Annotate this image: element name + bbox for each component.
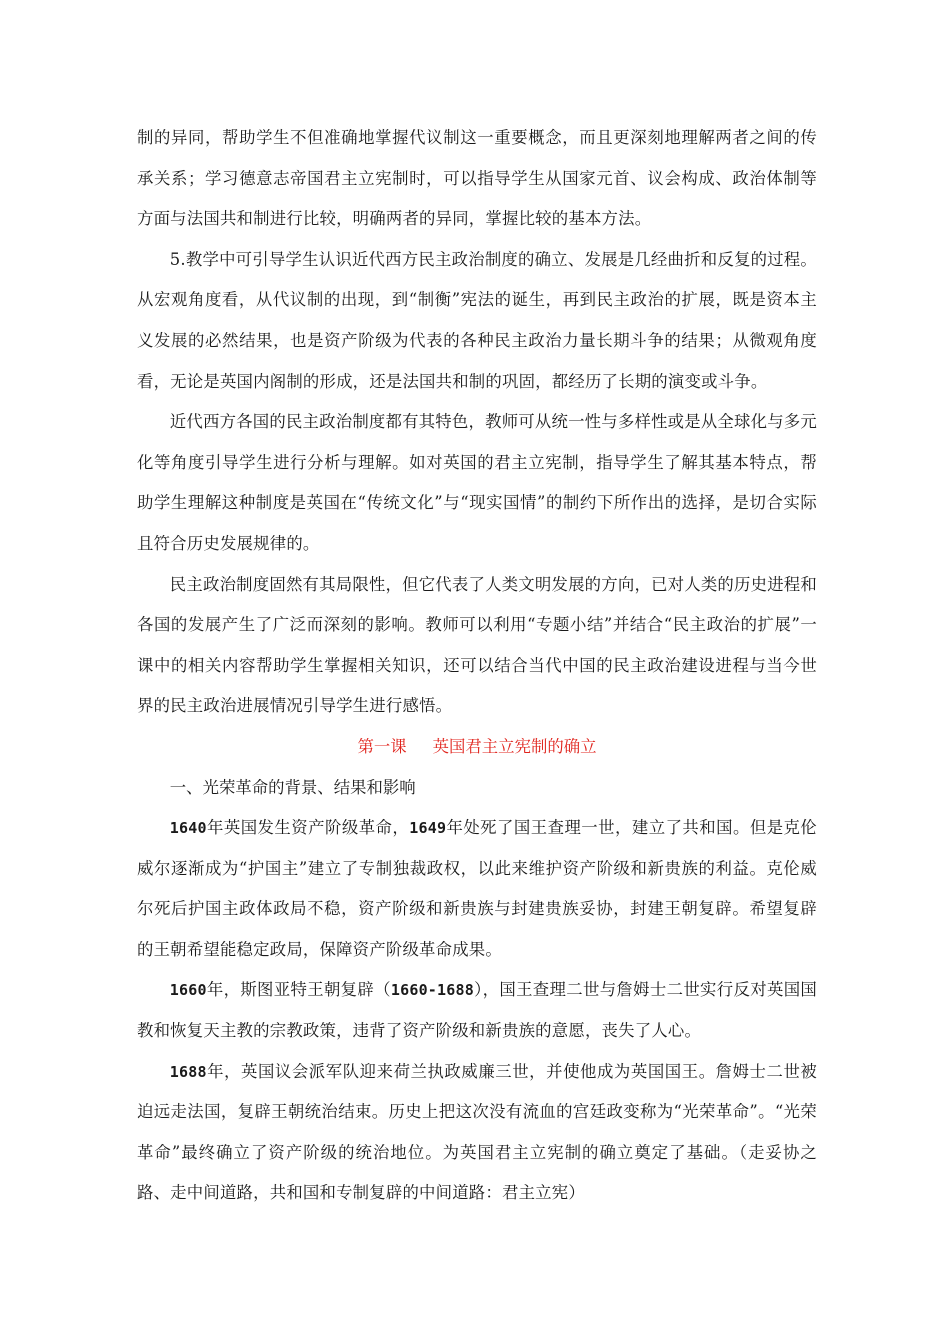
lesson-number: 第一课 — [357, 736, 407, 756]
paragraph-democracy-features: 近代西方各国的民主政治制度都有其特色，教师可从统一性与多样性或是从全球化与多元化等角度引导学生进行分析与理解。如对英国的君主立宪制，指导学生了解其基本特点，帮助学生理解这种制度是英国在“传统文化”与“现实国情”的制约下所作出的选择，是切合实际且符合历史发展规律的。 — [137, 412, 817, 553]
section-heading: 一、光荣革命的背景、结果和影响 — [169, 777, 416, 797]
year-1688: 1688 — [169, 1062, 207, 1081]
year-1649: 1649 — [409, 819, 447, 838]
paragraph-1660-restoration: 1660年，斯图亚特王朝复辟（1660-1688），国王查理二世与詹姆士二世实行反对英国国教和恢复天主教的宗教政策，违背了资产阶级和新贵族的意愿，丧失了人心。 — [137, 980, 818, 1041]
paragraph-democracy-development: 5.教学中可引导学生认识近代西方民主政治制度的确立、发展是几经曲折和反复的过程。从宏观角度看，从代议制的出现，到“制衡”宪法的诞生，再到民主政治的扩展，既是资本主义发展的必然结果，也是资产阶级为代表的各种民主政治力量长期斗争的结果；从微观角度看，无论是英国内阁制的形成，还是法国共和制的巩固，都经历了长期的演变或斗争。 — [137, 249, 817, 391]
paragraph-1688-glorious-revolution: 1688年，英国议会派军队迎来荷兰执政威廉三世，并使他成为英国国王。詹姆士二世被迫远走法国，复辟王朝统治结束。历史上把这次没有流血的宫廷政变称为“光荣革命”。“光荣革命”最终确立了资产阶级的统治地位。为英国君主立宪制的确立奠定了基础。（走妥协之路、走中间道路，共和国和专制复辟的中间道路：君主立宪） — [137, 1061, 817, 1203]
document-page — [137, 118, 817, 1214]
lesson-heading — [137, 727, 817, 768]
year-1640: 1640 — [169, 819, 207, 838]
year-1660: 1660 — [169, 981, 207, 1000]
paragraph-comparison-method: 制的异同，帮助学生不但准确地掌握代议制这一重要概念，而且更深刻地理解两者之间的传承关系；学习德意志帝国君主立宪制时，可以指导学生从国家元首、议会构成、政治体制等方面与法国共和制进行比较，明确两者的异同，掌握比较的基本方法。 — [137, 128, 817, 229]
paragraph-democracy-influence: 民主政治制度固然有其局限性，但它代表了人类文明发展的方向，已对人类的历史进程和各国的发展产生了广泛而深刻的影响。教师可以利用“专题小结”并结合“民主政治的扩展”一课中的相关内容帮助学生掌握相关知识，还可以结合当代中国的民主政治建设进程与当今世界的民主政治进展情况引导学生进行感悟。 — [137, 574, 817, 716]
year-range-1660-1688: 1660-1688 — [390, 981, 474, 1000]
paragraph-1640-revolution: 1640年英国发生资产阶级革命，1649年处死了国王查理一世，建立了共和国。但是克伦威尔逐渐成为“护国主”建立了专制独裁政权，以此来维护资产阶级和新贵族的利益。克伦威尔死后护国主政体政局不稳，资产阶级和新贵族与封建贵族妥协，封建王朝复辟。希望复辟的王朝希望能稳定政局，保障资产阶级革命成果。 — [137, 818, 818, 959]
lesson-title: 英国君主立宪制的确立 — [432, 736, 597, 756]
